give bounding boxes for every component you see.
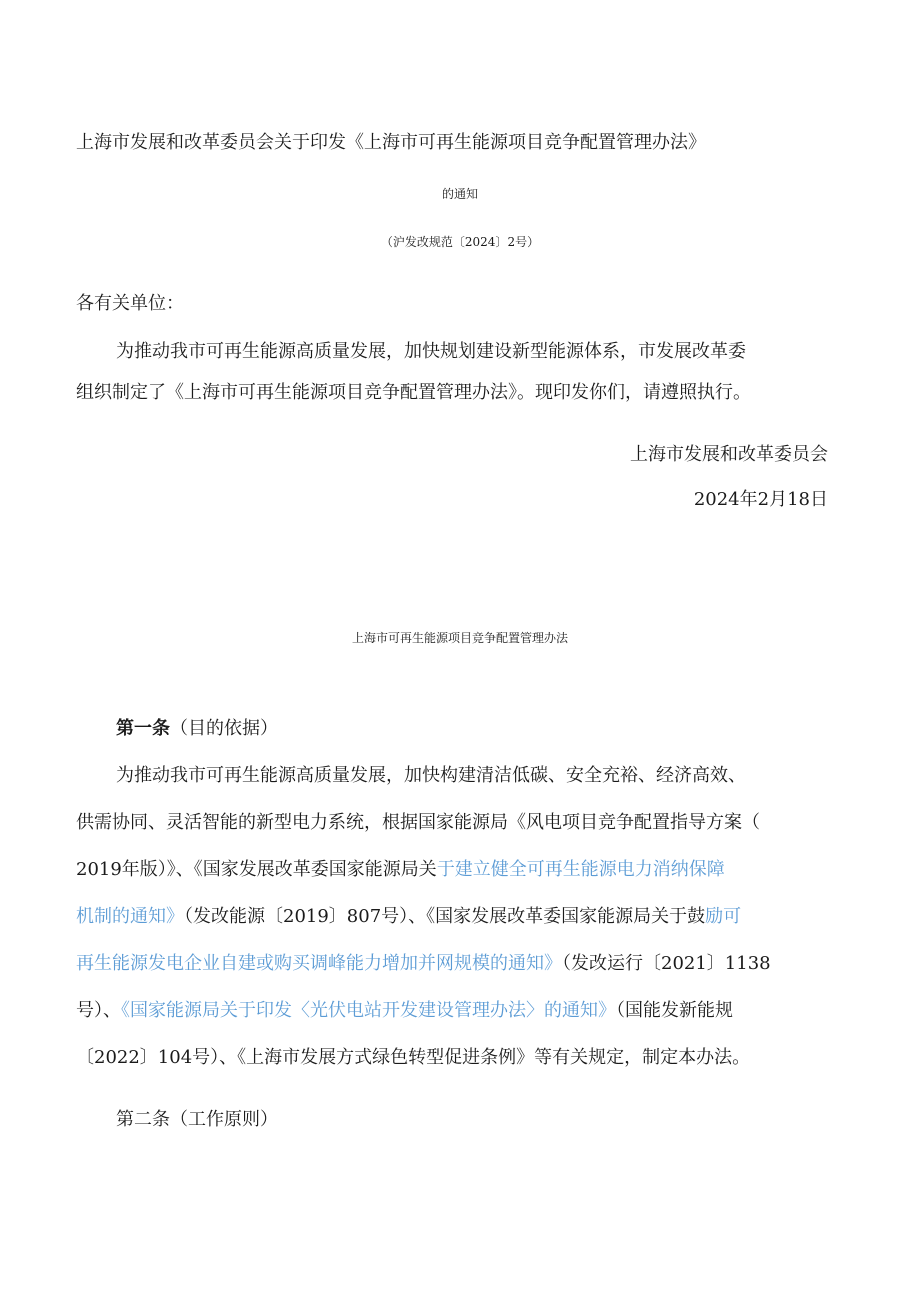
- article1-line: [76, 999, 733, 1023]
- article1-heading-number: 第一条: [116, 718, 170, 739]
- issue-date: 2024年2月18日: [693, 489, 828, 510]
- article1-heading: [116, 717, 278, 741]
- article1-text: （发改运行〔2021〕1138: [562, 953, 771, 974]
- article1-text: （国能发新能规: [616, 1000, 733, 1021]
- article1-text: 2019年版）》、《国家发展改革委国家能源局关: [76, 859, 437, 880]
- article1-line: [76, 952, 771, 976]
- measures-title: 上海市可再生能源项目竞争配置管理办法: [351, 631, 568, 645]
- article1-text: 号）、: [76, 1000, 121, 1021]
- doc-number: （沪发改规范〔2024〕2号）: [380, 235, 540, 249]
- regulation-link[interactable]: 《国家能源局关于印发〈光伏电站开发建设管理办法〉的通知》: [121, 1000, 616, 1021]
- article1-text: （发改能源〔2019〕807号）、《国家发展改革委国家能源局关于鼓: [184, 906, 706, 927]
- notice-body-line1: 为推动我市可再生能源高质量发展，加快规划建设新型能源体系，市发展改革委: [116, 341, 746, 362]
- article1-line: 为推动我市可再生能源高质量发展，加快构建清洁低碳、安全充裕、经济高效、: [116, 765, 746, 786]
- article2-heading: 第二条（工作原则）: [116, 1109, 278, 1130]
- notice-title-line1: 上海市发展和改革委员会关于印发《上海市可再生能源项目竞争配置管理办法》: [76, 132, 706, 153]
- notice-title-line2: 的通知: [441, 187, 478, 201]
- regulation-link[interactable]: 励可: [705, 906, 742, 927]
- article1-line: [76, 858, 725, 882]
- notice-body-line2: 组织制定了《上海市可再生能源项目竞争配置管理办法》。现印发你们，请遵照执行。: [76, 382, 751, 403]
- article1-line: 〔2022〕104号）、《上海市发展方式绿色转型促进条例》等有关规定，制定本办法。: [76, 1047, 751, 1068]
- article1-heading-topic: （目的依据）: [170, 718, 278, 739]
- article1-line: [76, 905, 741, 929]
- regulation-link[interactable]: 再生能源发电企业自建或购买调峰能力增加并网规模的通知》: [76, 953, 562, 974]
- article1-line: 供需协同、灵活智能的新型电力系统，根据国家能源局《风电项目竞争配置指导方案（: [76, 812, 760, 833]
- salutation: 各有关单位：: [76, 293, 184, 314]
- regulation-link[interactable]: 于建立健全可再生能源电力消纳保障: [436, 859, 725, 880]
- issuer: 上海市发展和改革委员会: [630, 444, 828, 465]
- regulation-link[interactable]: 机制的通知》: [76, 906, 184, 927]
